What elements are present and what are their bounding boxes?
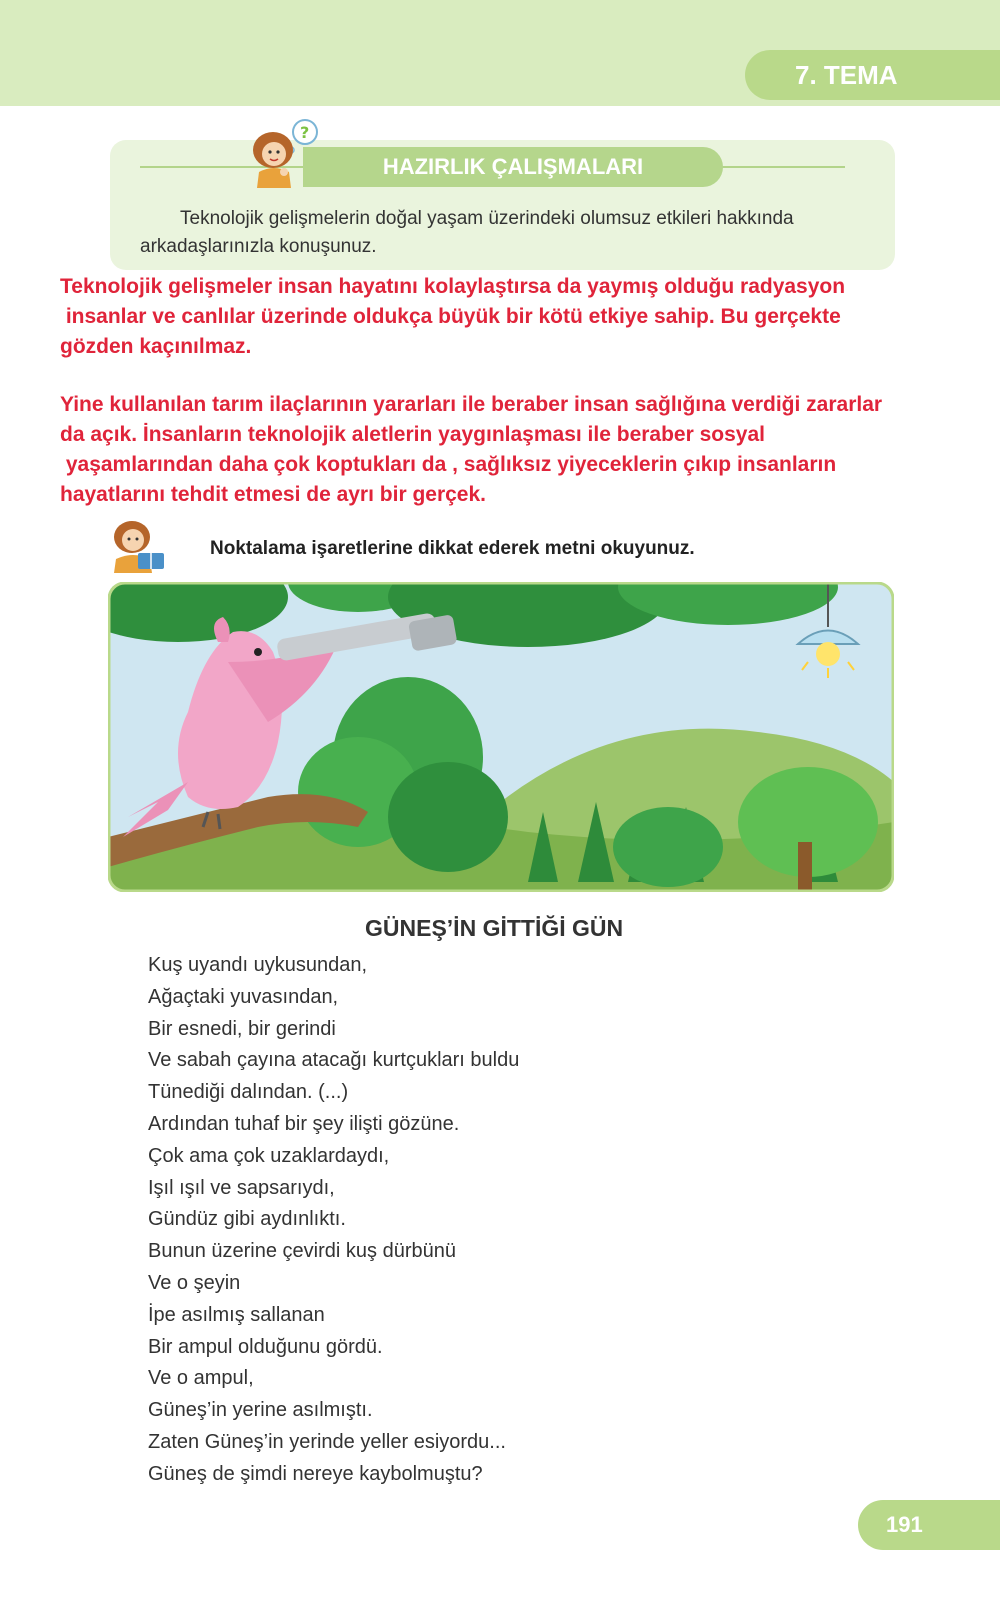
poem-line: Çok ama çok uzaklardaydı, [148,1144,390,1167]
bird-telescope-illustration [108,582,894,892]
svg-text:?: ? [300,123,310,142]
poem-line: Bir ampul olduğunu gördü. [148,1335,383,1358]
poem-line: Ve sabah çayına atacağı kurtçukları buldu [148,1049,520,1072]
poem-line: Ve o şeyin [148,1271,241,1294]
theme-label: 7. TEMA [795,59,898,90]
poem-line: Ve o ampul, [148,1367,254,1390]
answer-line: insanlar ve canlılar üzerinde oldukça büyük bir kötü etkiye sahip. Bu gerçekte [60,305,841,328]
page-number-tab [858,1500,1000,1550]
poem-line: Bir esnedi, bir gerindi [148,1017,336,1040]
preparation-text-content: Teknolojik gelişmelerin doğal yaşam üzerindeki olumsuz etkileri hakkında arkadaşlarınızla konuşunuz. [140,208,794,257]
poem-title: GÜNEŞ’İN GİTTİĞİ GÜN [365,915,624,941]
poem-line: Güneş’in yerine asılmıştı. [148,1399,373,1422]
poem-line: Ağaçtaki yuvasından, [148,985,339,1008]
poem-body [148,950,748,1491]
poem-line: Bunun üzerine çevirdi kuş dürbünü [148,1240,456,1263]
poem-line: Ardından tuhaf bir şey ilişti gözüne. [148,1112,460,1135]
preparation-text [140,205,870,261]
poem-line: İpe asılmış sallanan [148,1303,325,1326]
poem-line: Gündüz gibi aydınlıktı. [148,1208,346,1231]
poem-line: Zaten Güneş’in yerinde yeller esiyordu... [148,1430,506,1453]
reading-girl-icon [102,515,177,573]
poem-line: Kuş uyandı uykusundan, [148,954,368,976]
preparation-title: HAZIRLIK ÇALIŞMALARI [382,154,644,179]
theme-tab [745,50,1000,100]
answer-paragraph-2 [60,390,995,510]
answer-line: gözden kaçınılmaz. [60,335,252,358]
poem-line: Işıl ışıl ve sapsarıydı, [148,1176,335,1199]
answer-line: yaşamlarından daha çok koptukları da , sağlıksız yiyeceklerin çıkıp insanların [60,453,837,476]
answer-line: hayatlarını tehdit etmesi de ayrı bir gerçek. [60,483,486,506]
answer-line: da açık. İnsanların teknolojik aletlerin yaygınlaşması ile beraber sosyal [60,423,765,446]
answer-paragraph-1 [60,272,995,362]
poem-line: Tünediği dalından. (...) [148,1081,349,1104]
poem-line: Güneş de şimdi nereye kaybolmuştu? [148,1462,483,1485]
preparation-title-ribbon [303,147,723,187]
preparation-line-right [720,166,845,168]
reading-instruction: Noktalama işaretlerine dikkat ederek metni okuyunuz. [210,538,695,559]
answer-line: Yine kullanılan tarım ilaçlarının yararları ile beraber insan sağlığına verdiği zararlar [60,393,883,416]
page-number: 191 [886,1512,923,1537]
answer-line: Teknolojik gelişmeler insan hayatını kolaylaştırsa da yaymış olduğu radyasyon [60,275,846,298]
